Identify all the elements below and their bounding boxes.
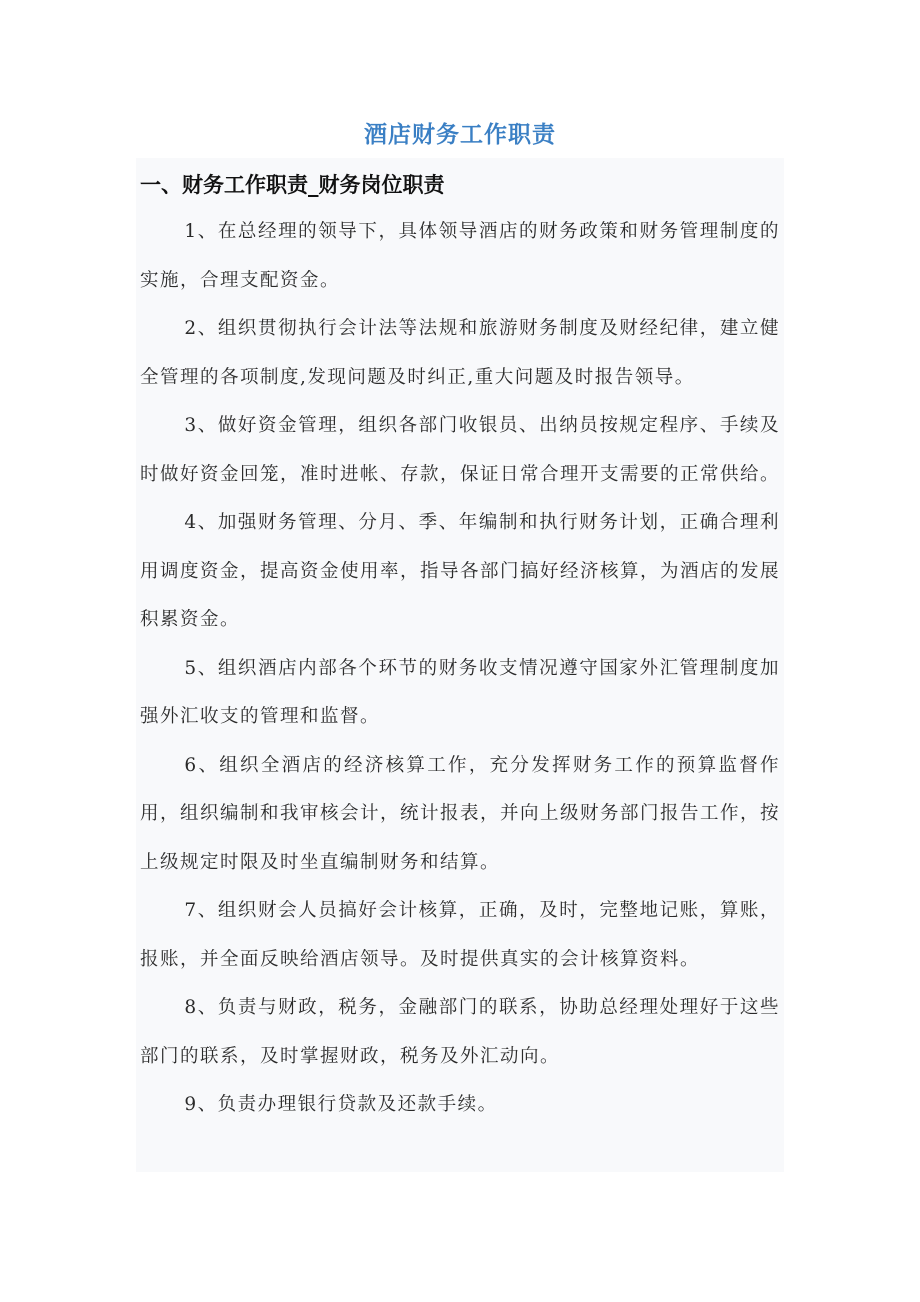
section-heading: 一、财务工作职责_财务岗位职责 bbox=[140, 172, 445, 197]
duty-paragraph-6: 6、组织全酒店的经济核算工作，充分发挥财务工作的预算监督作用，组织编制和我审核会计，统计报表，并向上级财务部门报告工作，按上级规定时限及时坐直编制财务和结算。 bbox=[140, 754, 781, 873]
duty-paragraph-8: 8、负责与财政，税务，金融部门的联系，协助总经理处理好于这些部门的联系，及时掌握财政，税务及外汇动向。 bbox=[140, 997, 780, 1067]
duties-list bbox=[140, 208, 780, 1130]
duty-paragraph-3: 3、做好资金管理，组织各部门收银员、出纳员按规定程序、手续及时做好资金回笼，准时进帐、存款，保证日常合理开支需要的正常供给。 bbox=[140, 415, 781, 485]
duty-paragraph-1: 1、在总经理的领导下，具体领导酒店的财务政策和财务管理制度的实施，合理支配资金。 bbox=[140, 221, 780, 291]
duty-paragraph-5: 5、组织酒店内部各个环节的财务收支情况遵守国家外汇管理制度加强外汇收支的管理和监督。 bbox=[140, 657, 780, 727]
duty-paragraph-4: 4、加强财务管理、分月、季、年编制和执行财务计划，正确合理利用调度资金，提高资金使用率，指导各部门搞好经济核算，为酒店的发展积累资金。 bbox=[140, 512, 781, 630]
duty-paragraph-2: 2、组织贯彻执行会计法等法规和旅游财务制度及财经纪律，建立健全管理的各项制度,发现问题及时纠正,重大问题及时报告领导。 bbox=[140, 318, 780, 388]
document-title: 酒店财务工作职责 bbox=[364, 121, 556, 148]
duty-paragraph-7: 7、组织财会人员搞好会计核算，正确，及时，完整地记账，算账，报账，并全面反映给酒店领导。及时提供真实的会计核算资料。 bbox=[140, 900, 780, 970]
duty-paragraph-9: 9、负责办理银行贷款及还款手续。 bbox=[184, 1094, 498, 1115]
